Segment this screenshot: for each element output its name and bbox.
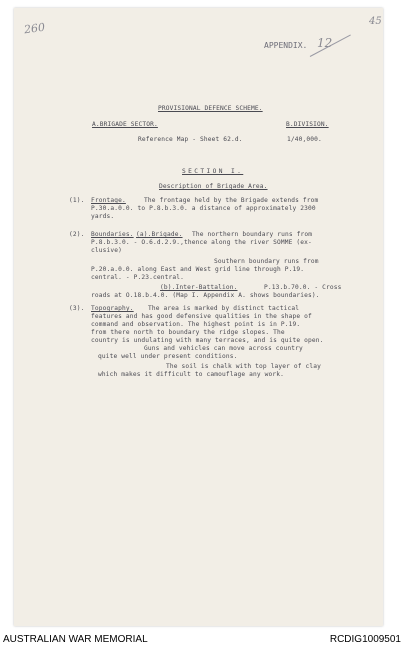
item-3-line-6: Guns and vehicles can move across country: [144, 345, 303, 352]
division: B.DIVISION.: [286, 121, 329, 128]
item-2-a2-line-2: P.20.a.0.0. along East and West grid line through P.19.: [91, 266, 305, 273]
item-2-a-line-2: P.8.b.3.0. - O.6.d.2.9.,thence along the river SOMME (ex-: [91, 239, 312, 246]
item-2-sub-a: (a).Brigade.: [136, 231, 183, 238]
item-3-line-4: from there north to boundary the ridge slopes. The: [91, 329, 285, 336]
item-3-title: Topography.: [91, 305, 134, 312]
section-heading: SECTION I.: [182, 168, 244, 175]
item-3-line-9: which makes it difficult to camouflage any work.: [98, 371, 285, 378]
item-3-number: (3).: [69, 305, 85, 312]
item-2-a2-line-1: Southern boundary runs from: [214, 258, 319, 265]
item-2-a-line-3: clusive): [91, 247, 123, 254]
document-title: PROVISIONAL DEFENCE SCHEME.: [158, 105, 263, 112]
item-3-line-2: features and has good defensive qualities in the shape of: [91, 313, 312, 320]
item-2-sub-b: (b).Inter-Battalion.: [160, 284, 238, 291]
item-2-number: (2).: [69, 231, 85, 238]
section-subheading: Description of Brigade Area.: [159, 183, 268, 190]
handwritten-folio-number: 45: [369, 16, 382, 27]
appendix-number: 12: [317, 36, 333, 50]
item-3-line-8: The soil is chalk with top layer of clay: [166, 363, 322, 370]
item-2-b-line-2: roads at O.18.b.4.0. (Map I. Appendix A. shows boundaries).: [91, 292, 320, 299]
item-1-line-1: The frontage held by the Brigade extends from: [144, 197, 319, 204]
item-3-line-5: country is undulating with many terraces, and is quite open.: [91, 337, 324, 344]
item-2-a-line-1: The northern boundary runs from: [192, 231, 313, 238]
item-1-line-2: P.30.a.0.0. to P.8.b.3.0. a distance of approximately 2300: [91, 205, 316, 212]
item-1-number: (1).: [69, 197, 85, 204]
item-1-line-3: yards.: [91, 213, 115, 220]
document-page: [14, 8, 383, 626]
footer-record-id: RCDIG1009501: [329, 634, 401, 645]
item-3-line-3: command and observation. The highest point is in P.19.: [91, 321, 301, 328]
footer-archive-name: AUSTRALIAN WAR MEMORIAL: [3, 634, 148, 645]
item-2-b-line-1: P.13.b.70.0. - Cross: [264, 284, 342, 291]
map-scale: 1/40,000.: [287, 136, 322, 143]
reference-map: Reference Map - Sheet 62.d.: [138, 136, 243, 143]
item-2-a2-line-3: central. - P.23.central.: [91, 274, 185, 281]
item-3-line-7: quite well under present conditions.: [98, 353, 238, 360]
item-2-title: Boundaries.: [91, 231, 134, 238]
item-1-title: Frontage.: [91, 197, 126, 204]
brigade-sector: A.BRIGADE SECTOR.: [92, 121, 158, 128]
handwritten-page-number: 260: [23, 20, 46, 37]
item-3-line-1: The area is marked by distinct tactical: [148, 305, 300, 312]
appendix-label: APPENDIX.: [264, 41, 308, 50]
